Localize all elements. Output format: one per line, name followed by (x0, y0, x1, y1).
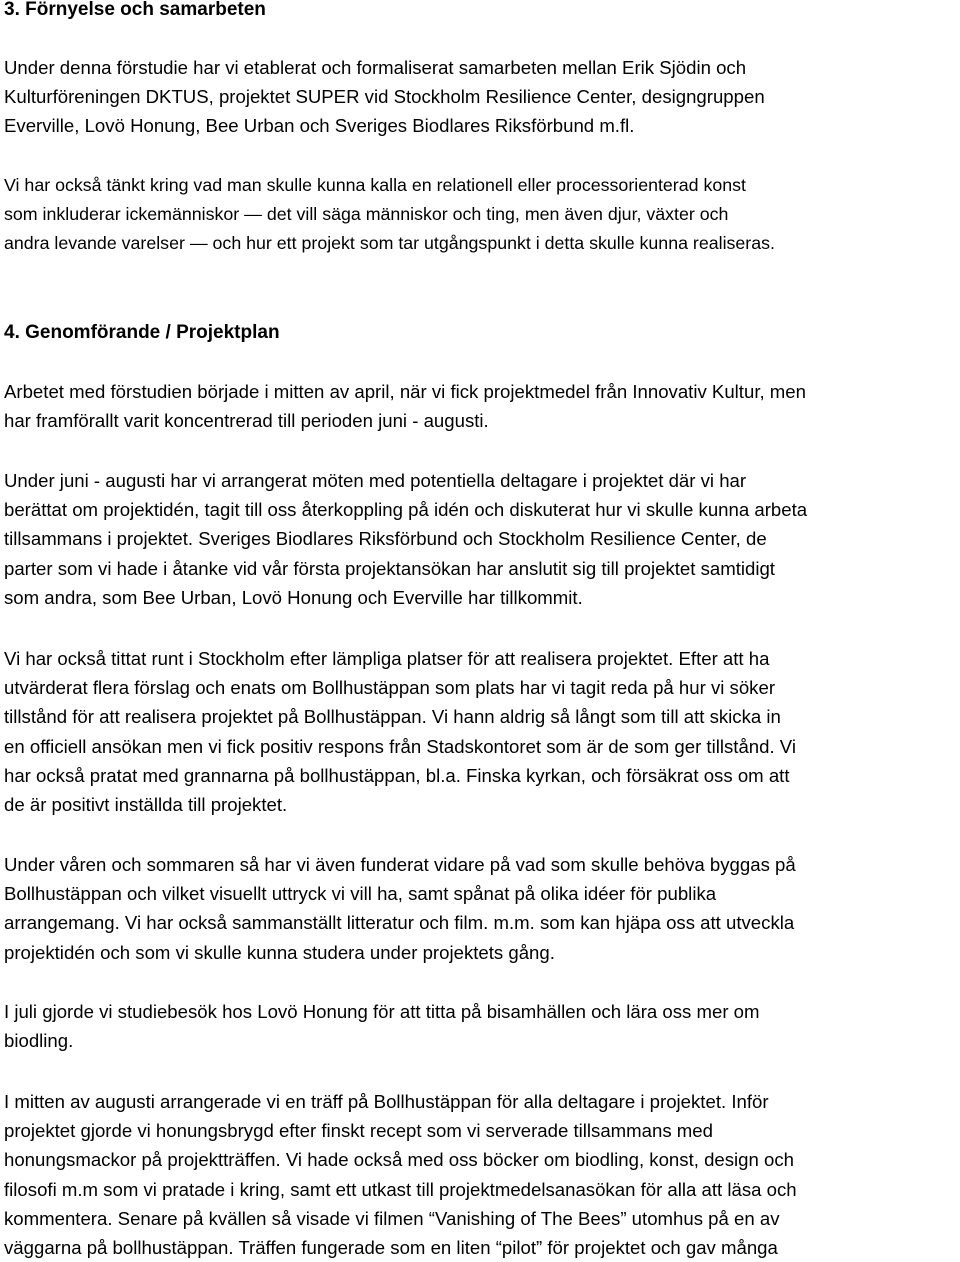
text-line: tillsammans i projektet. Sveriges Biodlares Riksförbund och Stockholm Resilience Center, de (4, 528, 767, 550)
text-line: utvärderat flera förslag och enats om Bollhustäppan som plats har vi tagit reda på hur vi söker (4, 677, 776, 699)
paragraph-meetings (4, 466, 807, 612)
text-line: parter som vi hade i åtanke vid vår första projektansökan har anslutit sig till projektet samtidigt (4, 557, 775, 579)
text-line: berättat om projektidén, tagit till oss återkoppling på idén och diskuterat hur vi skulle kunna arbeta (4, 499, 808, 521)
text-line: Under våren och sommaren så har vi även funderat vidare på vad som skulle behöva byggas på (4, 854, 796, 875)
text-line: I juli gjorde vi studiebesök hos Lovö Honung för att titta på bisamhällen och lära oss mer om (4, 1001, 760, 1022)
text-line: de är positivt inställda till projektet. (4, 793, 288, 815)
text-line: som inkluderar ickemänniskor — det vill säga människor och ting, men även djur, växter och (4, 204, 729, 224)
text-line: Under denna förstudie har vi etablerat och formaliserat samarbeten mellan Erik Sjödin och (4, 57, 747, 78)
text-line: filosofi m.m som vi pratade i kring, samt ett utkast till projektmedelsanasökan för alla att läsa och (4, 1178, 797, 1200)
section-heading-4: 4. Genomförande / Projektplan (4, 322, 280, 343)
text-line: som andra, som Bee Urban, Lovö Honung och Everville har tillkommit. (4, 586, 583, 608)
text-line: väggarna på bollhustäppan. Träffen fungerade som en liten “pilot” för projektet och gav många (4, 1236, 778, 1258)
text-line: tillstånd för att realisera projektet på Bollhustäppan. Vi hann aldrig så långt som till att skicka in (4, 706, 781, 728)
paragraph-relational-art (4, 171, 775, 258)
text-line: I mitten av augusti arrangerade vi en träff på Bollhustäppan för alla deltagare i projektet. Inför (4, 1091, 769, 1112)
paragraph-august-meeting (4, 1087, 797, 1262)
paragraph-location (4, 644, 796, 819)
text-line: har också pratat med grannarna på bollhustäppan, bl.a. Finska kyrkan, och försäkrat oss om att (4, 764, 790, 786)
paragraph-summer-planning (4, 850, 796, 967)
text-line: kommentera. Senare på kvällen så visade vi filmen “Vanishing of The Bees” utomhus på en av (4, 1207, 780, 1229)
text-line: Kulturföreningen DKTUS, projektet SUPER vid Stockholm Resilience Center, designgruppen (4, 86, 765, 108)
text-line: biodling. (4, 1030, 74, 1052)
text-line: andra levande varelser — och hur ett projekt som tar utgångspunkt i detta skulle kunna realiseras. (4, 233, 775, 253)
text-line: Vi har också tänkt kring vad man skulle kunna kalla en relationell eller processorienterad konst (4, 175, 746, 195)
text-line: har framförallt varit koncentrerad till perioden juni - augusti. (4, 410, 489, 432)
text-line: Under juni - augusti har vi arrangerat möten med potentiella deltagare i projektet där vi har (4, 470, 747, 491)
paragraph-study-visit (4, 997, 760, 1055)
text-line: arrangemang. Vi har också sammanställt litteratur och film. m.m. som kan hjäpa oss att utveckla (4, 912, 795, 934)
text-line: Vi har också tittat runt i Stockholm efter lämpliga platser för att realisera projektet. Efter att ha (4, 648, 770, 669)
paragraph-collaborations (4, 53, 765, 141)
paragraph-prestudy-start (4, 377, 806, 435)
text-line: projektidén och som vi skulle kunna studera under projektets gång. (4, 941, 555, 963)
text-line: Arbetet med förstudien började i mitten av april, när vi fick projektmedel från Innovativ Kultur, men (4, 381, 806, 402)
text-line: en officiell ansökan men vi fick positiv respons från Stadskontoret som är de som ger tillstånd. Vi (4, 735, 796, 757)
text-line: Bollhustäppan och vilket visuellt uttryck vi vill ha, samt spånat på olika idéer för publika (4, 883, 717, 905)
text-line: honungsmackor på projektträffen. Vi hade också med oss böcker om biodling, konst, design och (4, 1149, 795, 1171)
text-line: projektet gjorde vi honungsbrygd efter finskt recept som vi serverade tillsammans med (4, 1120, 713, 1142)
section-heading-3: 3. Förnyelse och samarbeten (4, 0, 266, 20)
text-line: Everville, Lovö Honung, Bee Urban och Sveriges Biodlares Riksförbund m.fl. (4, 115, 635, 137)
